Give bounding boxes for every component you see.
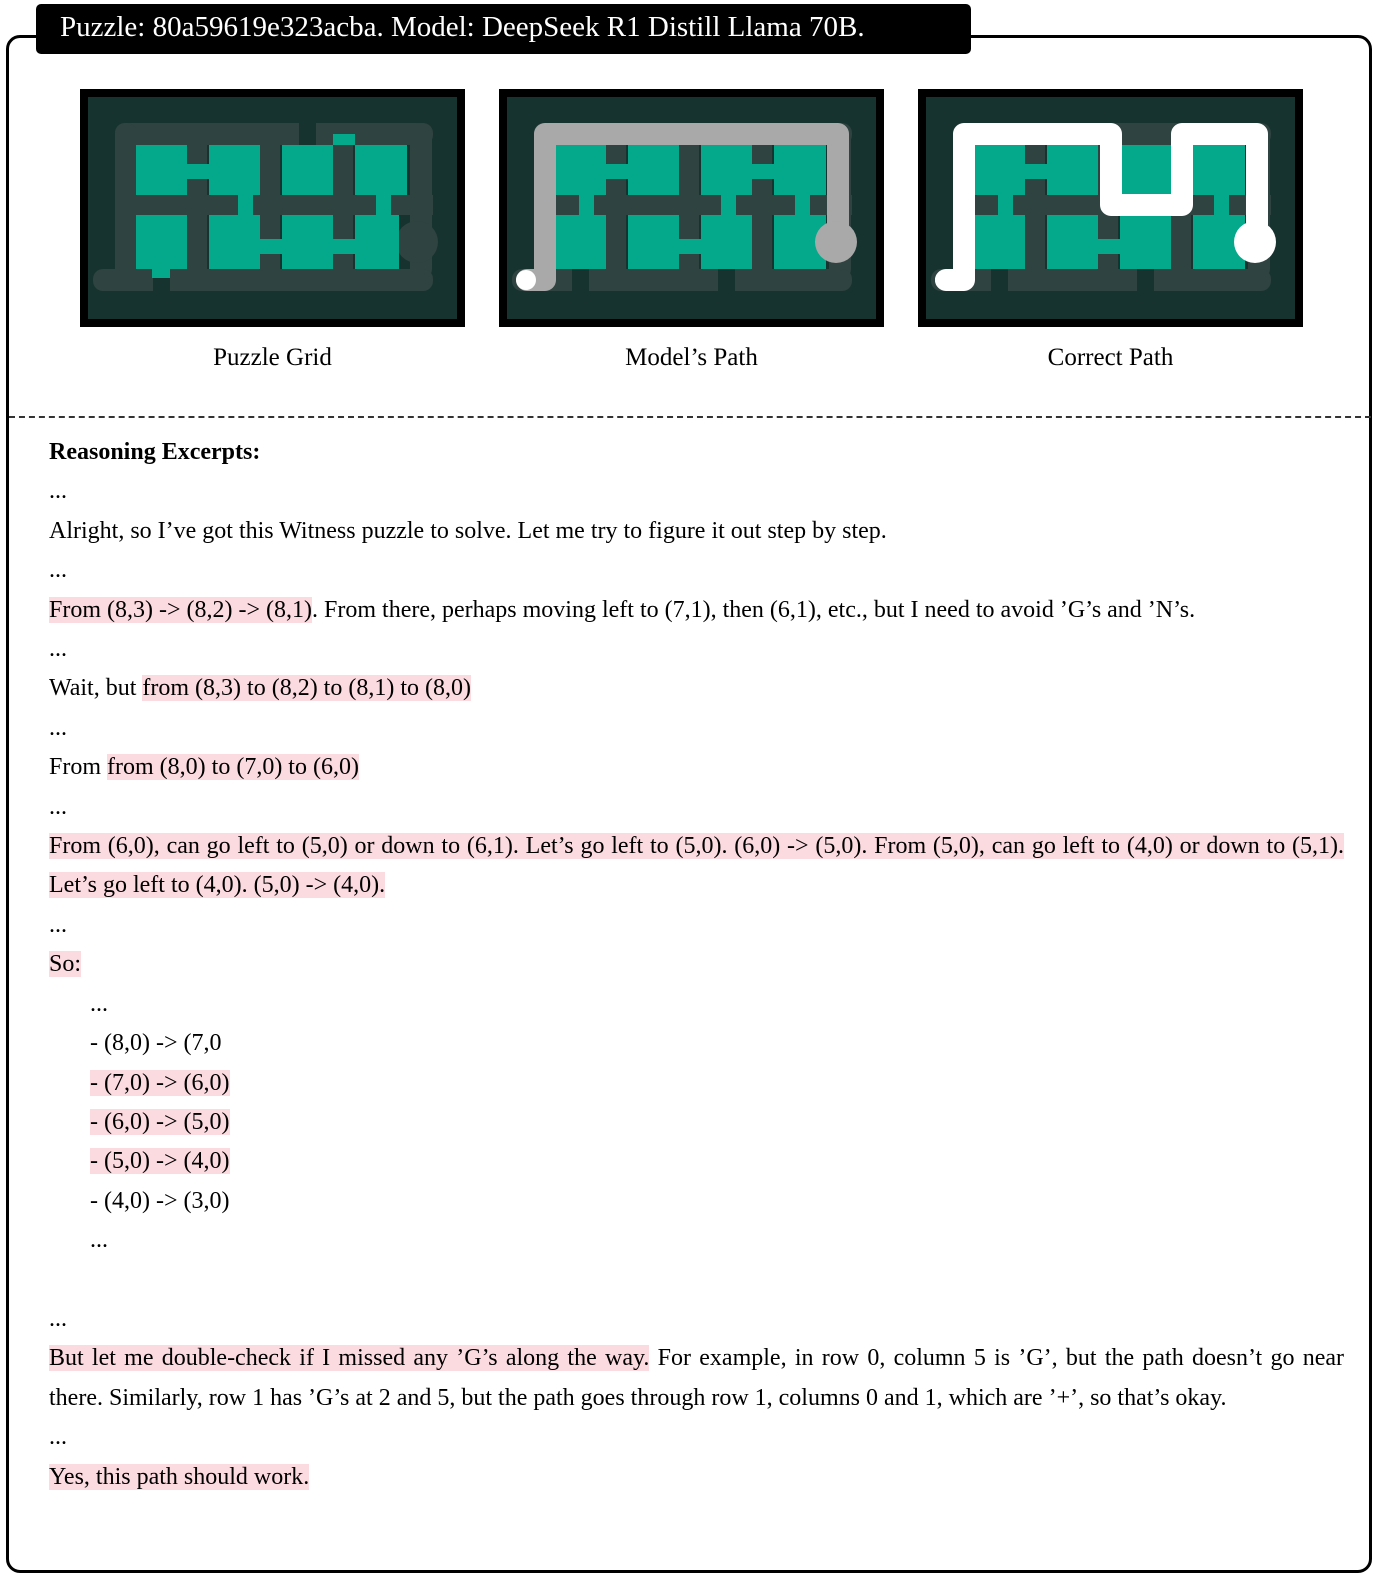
plain-text: Wait, but xyxy=(49,675,143,702)
reasoning-line xyxy=(49,669,1344,708)
ellipsis: ... xyxy=(49,478,67,505)
plain-text: From xyxy=(49,754,108,781)
highlighted-text: So: xyxy=(49,951,82,978)
blank-line xyxy=(49,1261,1344,1300)
highlighted-text: From (6,0), can go left to (5,0) or down to (6,1). Let’s go left to (5,0). (6,0) -> (5,0). From (5,0), can go left to (4,0) or down to (5,1). Let’s go left to (4,0). (5,0) -> (4,0). xyxy=(49,833,1344,899)
ellipsis: ... xyxy=(49,911,67,938)
section-divider xyxy=(9,416,1371,418)
reasoning-line xyxy=(49,945,1344,984)
puzzle-grid-image xyxy=(80,89,465,327)
reasoning-line xyxy=(49,827,1344,906)
ellipsis: ... xyxy=(49,557,67,584)
plain-text: . From there, perhaps moving left to (7,1), then (6,1), etc., but I need to avoid ’G’s and ’N’s. xyxy=(312,596,1196,623)
ellipsis: ... xyxy=(49,1424,67,1451)
highlighted-text: - (6,0) -> (5,0) xyxy=(90,1108,230,1135)
model-path-caption: Model’s Path xyxy=(625,344,758,371)
reasoning-line xyxy=(49,591,1344,630)
highlighted-text: - (5,0) -> (4,0) xyxy=(90,1148,230,1175)
highlighted-text: But let me double-check if I missed any ’G’s along the way. xyxy=(49,1345,650,1372)
list-item: - (8,0) -> (7,0 xyxy=(90,1030,222,1057)
highlighted-text: Yes, this path should work. xyxy=(49,1463,310,1490)
model-path-image xyxy=(499,89,884,327)
highlighted-text: - (7,0) -> (6,0) xyxy=(90,1069,230,1096)
highlighted-text: From (8,3) -> (8,2) -> (8,1) xyxy=(49,596,313,623)
reasoning-heading: Reasoning Excerpts: xyxy=(49,439,261,465)
list-item xyxy=(49,1103,1344,1142)
correct-path-caption: Correct Path xyxy=(1047,344,1174,371)
reasoning-line xyxy=(49,1339,1344,1418)
ellipsis: ... xyxy=(90,990,108,1017)
ellipsis: ... xyxy=(49,793,67,820)
puzzle-grid-caption: Puzzle Grid xyxy=(213,344,332,371)
list-item xyxy=(49,1142,1344,1181)
reasoning-excerpts xyxy=(49,433,1344,1497)
reasoning-line xyxy=(49,1458,1344,1497)
list-item: - (4,0) -> (3,0) xyxy=(90,1187,230,1214)
ellipsis: ... xyxy=(49,1305,67,1332)
ellipsis: ... xyxy=(49,636,67,663)
reasoning-line: Alright, so I’ve got this Witness puzzle to solve. Let me try to figure it out step by step. xyxy=(49,517,887,544)
figure-title: Puzzle: 80a59619e323acba. Model: DeepSeek R1 Distill Llama 70B. xyxy=(36,4,971,54)
highlighted-text: from (8,0) to (7,0) to (6,0) xyxy=(107,754,359,781)
ellipsis: ... xyxy=(90,1227,108,1254)
list-item xyxy=(49,1064,1344,1103)
reasoning-line xyxy=(49,748,1344,787)
highlighted-text: from (8,3) to (8,2) to (8,1) to (8,0) xyxy=(142,675,471,702)
correct-path-image xyxy=(918,89,1303,327)
ellipsis: ... xyxy=(49,714,67,741)
plain-text: For example, in row 0, column 5 is ’G’, but the path doesn’t go near there. Similarly, row 1 has ’G’s at 2 and 5, but the path goes through row 1, columns 0 and 1, which are ’+’, so that’s okay. xyxy=(49,1345,1344,1411)
